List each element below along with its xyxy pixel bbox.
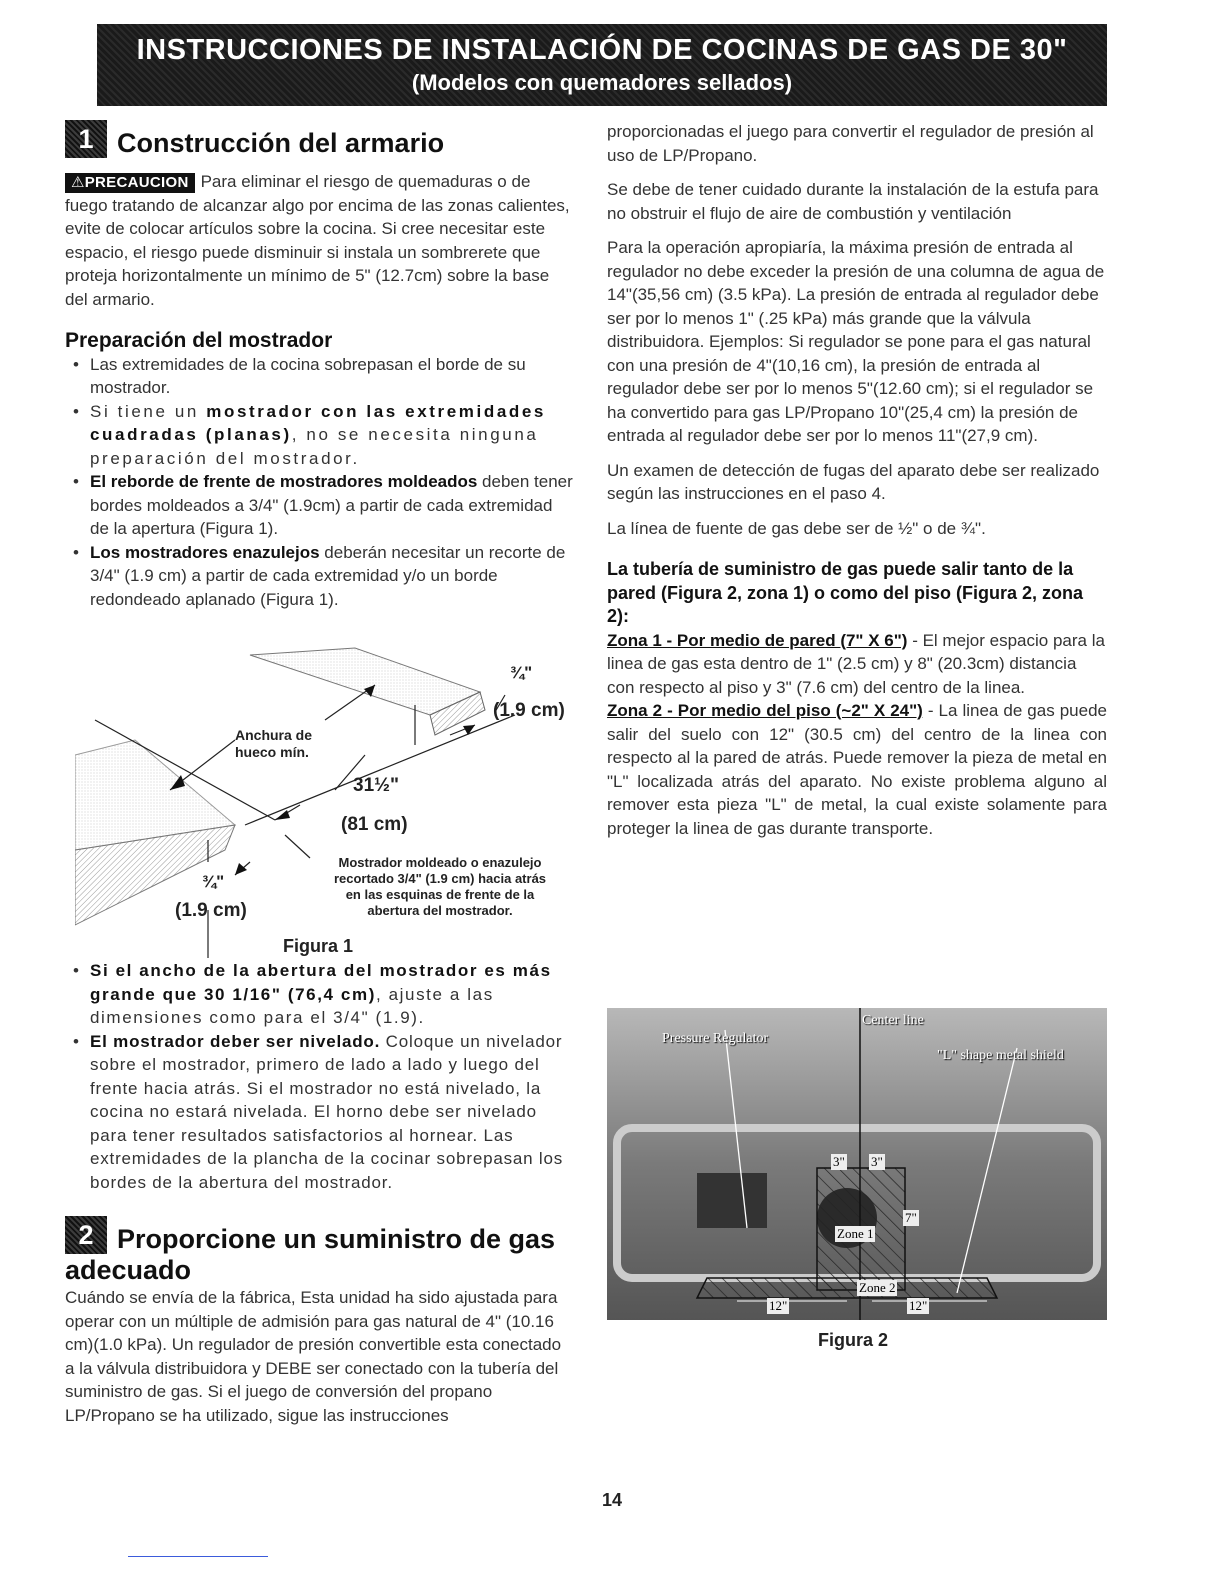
fig1-note-line: abertura del mostrador. xyxy=(367,903,513,918)
supply-heading: La tubería de suministro de gas puede salir tanto de la pared (Figura 2, zona 1) o como del piso (Figura 2, zona 2): xyxy=(607,559,1084,626)
step2-title-line2: adecuado xyxy=(65,1255,192,1285)
fig1-left-frac: ¾" xyxy=(202,872,225,891)
countertop-subheading: Preparación del mostrador xyxy=(65,329,333,352)
step1-number-badge: 1 xyxy=(65,120,107,158)
dim-3-left-label: 3" xyxy=(833,1154,845,1169)
pressure-regulator-body xyxy=(697,1173,767,1228)
zone1-paragraph xyxy=(607,629,1107,700)
right-column xyxy=(607,120,1107,840)
paragraph: Se debe de tener cuidado durante la instalación de la estufa para no obstruir el flujo de aire de combustión y ventilación xyxy=(607,180,1099,223)
fig1-mid-cm: (81 cm) xyxy=(341,814,408,835)
leveling-bullet-list xyxy=(65,959,575,1194)
bullet-text: Coloque un nivelador sobre el mostrador, primero de lado a lado y luego del frente hacia atrás. Si el mostrador no está nivelado, la cocina no estará nivelada. El horno debe ser nivelado para tener resultados satisfactorios al hornear. Las extremidades de la plancha de la cocinar sobrepasan los bordes de la abertura del mostrador. xyxy=(90,1031,564,1192)
zone2-paragraph xyxy=(607,699,1107,840)
countertop-right-surface xyxy=(250,648,480,715)
step2-body: Cuándo se envía de la fábrica, Esta unidad ha sido ajustada para operar con un múltiple de admisión para gas natural de 4" (10.16 cm)(1.0 kPa). Un regulador de presión convertible esta conectado a la válvula distribuidora y DEBE ser conectado con la tubería del suministro de gas. Si el juego de conversión del propano LP/Propano se ha utilizado, sigue las instrucciones xyxy=(65,1288,562,1425)
step2-heading xyxy=(65,1216,575,1254)
fig1-width-label-2: hueco mín. xyxy=(235,744,309,760)
page-number: 14 xyxy=(601,1490,623,1510)
caution-text: Para eliminar el riesgo de quemaduras o de fuego tratando de alcanzar algo por encima de las zonas calientes, evite de colocar artículos sobre la cocina. Si cree necesitar este espacio, el riesgo puede disminuir si instala un sombrerete que proteja horizontalmente un mínimo de 5" (12.7cm) sobre la base del armario. xyxy=(65,172,570,309)
pressure-regulator-label: Pressure Regulator xyxy=(662,1031,769,1046)
dim-12-right-label: 12" xyxy=(909,1298,928,1313)
fig1-top-cm: (1.9 cm) xyxy=(493,700,565,721)
bullet-bold-text: Si el ancho de la abertura del mostrador es más grande que 30 1/16" (76,4 cm) xyxy=(90,961,552,1004)
bullet-text: Las extremidades de la cocina sobrepasan el borde de su mostrador. xyxy=(90,354,526,397)
page-subtitle: (Modelos con quemadores sellados) xyxy=(411,70,793,95)
countertop-bullet-list xyxy=(65,353,575,612)
bullet-text: , ajuste a las dimensiones como para el 3/4" (1.9). xyxy=(90,984,494,1027)
fig1-width-label-1: Anchura de xyxy=(235,727,313,743)
bullet-text: , no se necesita ninguna preparación del mostrador. xyxy=(90,425,539,468)
bullet-bold-text: El reborde de frente de mostradores moldeados xyxy=(90,472,478,491)
fig1-note-line: recortado 3/4" (1.9 cm) hacia atrás xyxy=(333,871,547,886)
dim-3-right-label: 3" xyxy=(871,1154,883,1169)
bottom-rule xyxy=(128,1556,268,1557)
bullet-bold-text: mostrador con las extremidades cuadradas (planas) xyxy=(90,401,546,444)
zone2-text: - La linea de gas puede salir del suelo con 12" (30.5 cm) del centro de la linea con respecto al la pared de atrás. Puede remover la pieza de metal en "L" localizada atrás del aparato. No existe problema alguno al remover esta pieza "L" de metal, la cual existe solamente para proteger la linea de gas durante transporte. xyxy=(607,701,1108,838)
page-title: INSTRUCCIONES DE INSTALACIÓN DE COCINAS DE GAS DE 30" xyxy=(136,34,1068,66)
paragraph: proporcionadas el juego para convertir el regulador de presión al uso de LP/Propano. xyxy=(607,122,1094,165)
paragraph: Para la operación apropiaría, la máxima presión de entrada al regulador no debe exceder la presión de una columna de agua de 14"(35,56 cm) (3.5 kPa). La presión de entrada al regulador debe ser por lo menos 1" (.25 kPa) más grande que la válvula distribuidora. Ejemplos: Si regulador se pone para el gas natural con una presión de 4"(10,16 cm), la presión de entrada al regulador debe ser por lo menos 5"(12.60 cm); si el regulador se ha convertido para gas LP/Propano 10"(25,4 cm) la presión de entrada al regulador debe ser por lo menos 11"(27,9 cm). xyxy=(607,238,1105,445)
list-item xyxy=(65,541,575,612)
paragraph: Un examen de detección de fugas del aparato debe ser realizado según las instrucciones en el paso 4. xyxy=(607,460,1100,503)
header-banner xyxy=(97,24,1107,106)
step1-title: Construcción del armario xyxy=(117,128,445,158)
list-item xyxy=(65,1030,575,1195)
zone1-title: Zona 1 - Por medio de pared (7" X 6") xyxy=(607,630,908,650)
bullet-bold-text: Los mostradores enazulejos xyxy=(90,542,320,562)
dim-7-label: 7" xyxy=(905,1210,917,1225)
fig1-caption: Figura 1 xyxy=(283,936,354,956)
fig1-top-frac: ¾" xyxy=(510,663,533,682)
fig1-left-cm: (1.9 cm) xyxy=(175,900,247,921)
bullet-text: deben tener bordes moldeados a 3/4" (1.9cm) a partir de cada extremidad de la apertura (Figura 1). xyxy=(90,472,573,538)
bullet-bold-text: El mostrador deber ser nivelado. xyxy=(90,1031,381,1051)
figure2-photo xyxy=(607,1008,1107,1320)
figure1 xyxy=(75,640,575,965)
zone1-label: Zone 1 xyxy=(837,1226,874,1241)
paragraph: La línea de fuente de gas debe ser de ½" o de ¾". xyxy=(607,518,986,538)
fig1-mid-frac: 31½" xyxy=(353,775,399,796)
zone1-text: - El mejor espacio para la linea de gas esta dentro de 1" (2.5 cm) y 8" (20.3cm) distancia con respecto al piso y 3" (7.6 cm) del centro de la linea. xyxy=(607,630,1105,697)
note-leader-line xyxy=(285,835,310,858)
zone2-title: Zona 2 - Por medio del piso (~2" X 24") xyxy=(607,701,923,720)
bullet-text: deberán necesitar un recorte de 3/4" (1.9 cm) a partir de cada extremidad y/o un borde redondeado aplanado (Figura 1). xyxy=(90,542,566,609)
arrow-head xyxy=(463,725,475,735)
dim-12-left-label: 12" xyxy=(769,1298,788,1313)
step2-title-line1: Proporcione un suministro de gas xyxy=(117,1224,556,1254)
zone2-label: Zone 2 xyxy=(859,1280,896,1295)
step1-heading xyxy=(65,120,575,158)
arrow-head xyxy=(235,863,247,875)
fig1-note-line: en las esquinas de frente de la xyxy=(345,887,535,902)
caution-badge: ⚠PRECAUCION xyxy=(65,173,195,193)
list-item xyxy=(65,959,575,1030)
list-item xyxy=(65,353,575,400)
fig2-caption: Figura 2 xyxy=(818,1330,889,1350)
step2-number-badge: 2 xyxy=(65,1216,107,1254)
list-item xyxy=(65,470,575,541)
fig1-note-line: Mostrador moldeado o enazulejo xyxy=(338,855,542,870)
bullet-text: Si tiene un xyxy=(90,401,207,421)
caution-paragraph xyxy=(65,170,575,311)
center-line-label: Center line xyxy=(862,1013,924,1028)
fig1-note xyxy=(315,855,565,919)
list-item xyxy=(65,400,575,471)
shield-label: "L" shape metal shield xyxy=(937,1048,1064,1063)
zone2-region xyxy=(697,1278,997,1298)
